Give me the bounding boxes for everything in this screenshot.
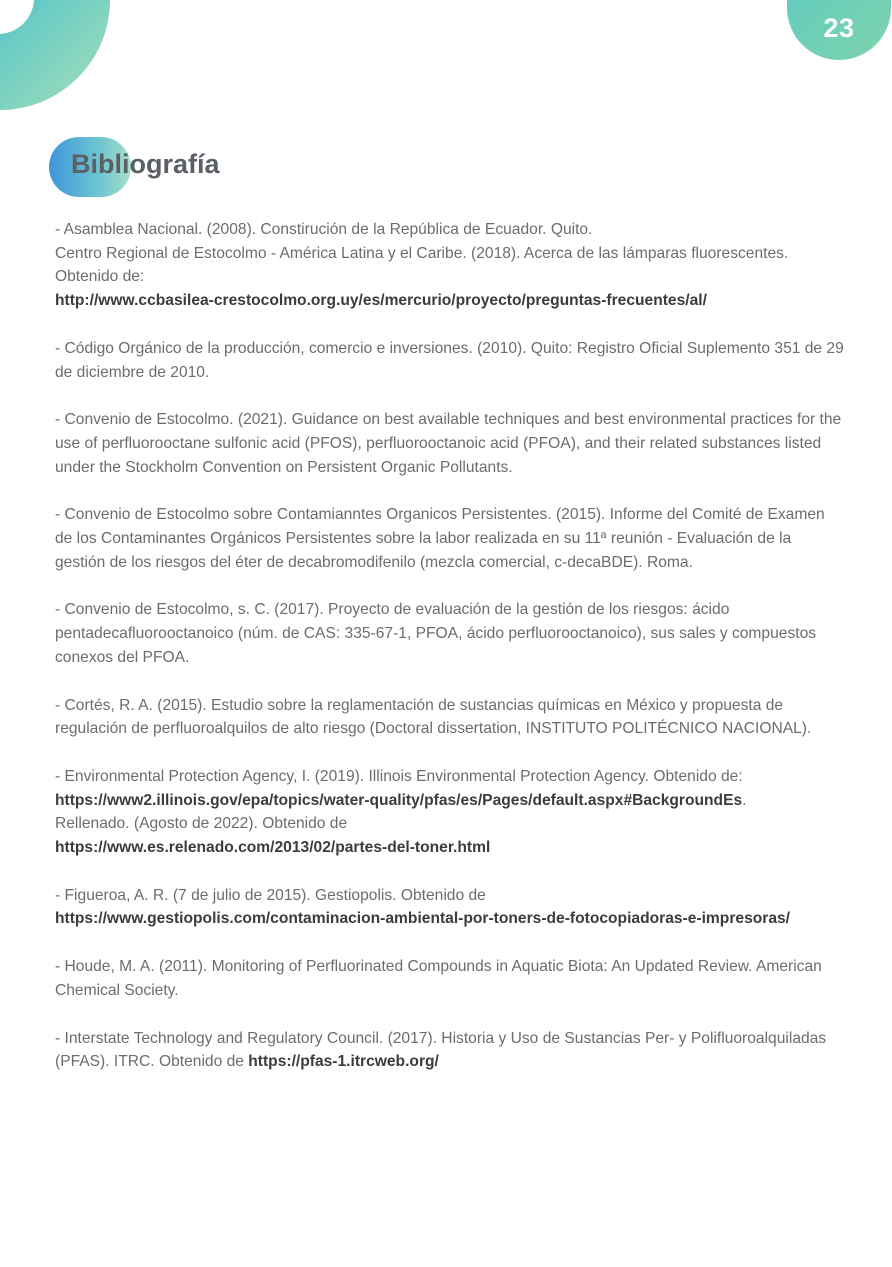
reference-link[interactable]: http://www.ccbasilea-crestocolmo.org.uy/es/mercurio/proyecto/preguntas-frecuentes/al/ (55, 292, 707, 310)
reference-entry (55, 408, 845, 479)
reference-text: - Convenio de Estocolmo sobre Contamianntes Organicos Persistentes. (2015). Informe del Comité de Examen de los Contaminantes Orgánicos Persistentes sobre la labor realizada en su 11ª reunión - Evaluación de la gestión de los riesgos del éter de decabromodifenilo (mezcla comercial, c-decaBDE). Roma. (55, 506, 825, 571)
reference-entry (55, 955, 845, 1002)
reference-entry (55, 598, 845, 669)
page-number: 23 (823, 13, 855, 43)
reference-entry (55, 765, 845, 860)
reference-entry (55, 694, 845, 741)
reference-text: - Interstate Technology and Regulatory Council. (2017). Historia y Uso de Sustancias Per- y Polifluoroalquiladas (PFAS). ITRC. Obtenido de (55, 1029, 827, 1071)
reference-text: - Houde, M. A. (2011). Monitoring of Perfluorinated Compounds in Aquatic Biota: An Updated Review. American Chemical Society. (55, 958, 822, 999)
reference-entry (55, 1027, 845, 1074)
reference-link[interactable]: https://pfas-1.itrcweb.org/ (248, 1053, 439, 1071)
reference-text: - Código Orgánico de la producción, comercio e inversiones. (2010). Quito: Registro Oficial Suplemento 351 de 29 de diciembre de 2010. (55, 339, 844, 381)
reference-entry (55, 503, 845, 574)
page-title: Bibliografía (71, 149, 220, 179)
reference-text: - Convenio de Estocolmo, s. C. (2017). Proyecto de evaluación de la gestión de los riesgos: ácido pentadecafluorooctanoico (núm. de CAS: 335-67-1, PFOA, ácido perfluorooctanoico), sus sales y compuestos conexos del PFOA. (55, 601, 817, 666)
reference-text: - Cortés, R. A. (2015). Estudio sobre la reglamentación de sustancias químicas en México y propuesta de regulación de perfluoroalquilos de alto riesgo (Doctoral dissertation, INSTITUTO POLITÉCNICO NACIONAL). (55, 696, 812, 738)
reference-entry (55, 884, 845, 931)
page-number-badge (787, 0, 891, 60)
reference-text: - Environmental Protection Agency, I. (2019). Illinois Environmental Protection Agency. Obtenido de: (55, 767, 743, 785)
reference-text: - Convenio de Estocolmo. (2021). Guidance on best available techniques and best environmental practices for the use of perfluorooctane sulfonic acid (PFOS), perfluorooctanoic acid (PFOA), and their related substances listed under the Stockholm Convention on Persistent Organic Pollutants. (55, 411, 842, 476)
reference-link[interactable]: https://www.es.relenado.com/2013/02/partes-del-toner.html (55, 839, 491, 857)
bibliography-list (55, 218, 845, 1098)
reference-link[interactable]: https://www2.illinois.gov/epa/topics/water-quality/pfas/es/Pages/default.aspx#BackgroundEs (55, 791, 743, 809)
reference-entry (55, 218, 845, 313)
reference-text: - Figueroa, A. R. (7 de julio de 2015). Gestiopolis. Obtenido de (55, 886, 486, 904)
reference-text: - Asamblea Nacional. (2008). Constirución de la República de Ecuador. Quito. (55, 221, 593, 238)
reference-punctuation: . (742, 791, 747, 809)
reference-text: Rellenado. (Agosto de 2022). Obtenido de (55, 815, 348, 833)
reference-entry (55, 337, 845, 384)
reference-link[interactable]: https://www.gestiopolis.com/contaminacion-ambiental-por-toners-de-fotocopiadoras-e-impresoras/ (55, 910, 791, 928)
reference-text: Centro Regional de Estocolmo - América Latina y el Caribe. (2018). Acerca de las lámparas fluorescentes. Obtenido de: (55, 244, 789, 286)
